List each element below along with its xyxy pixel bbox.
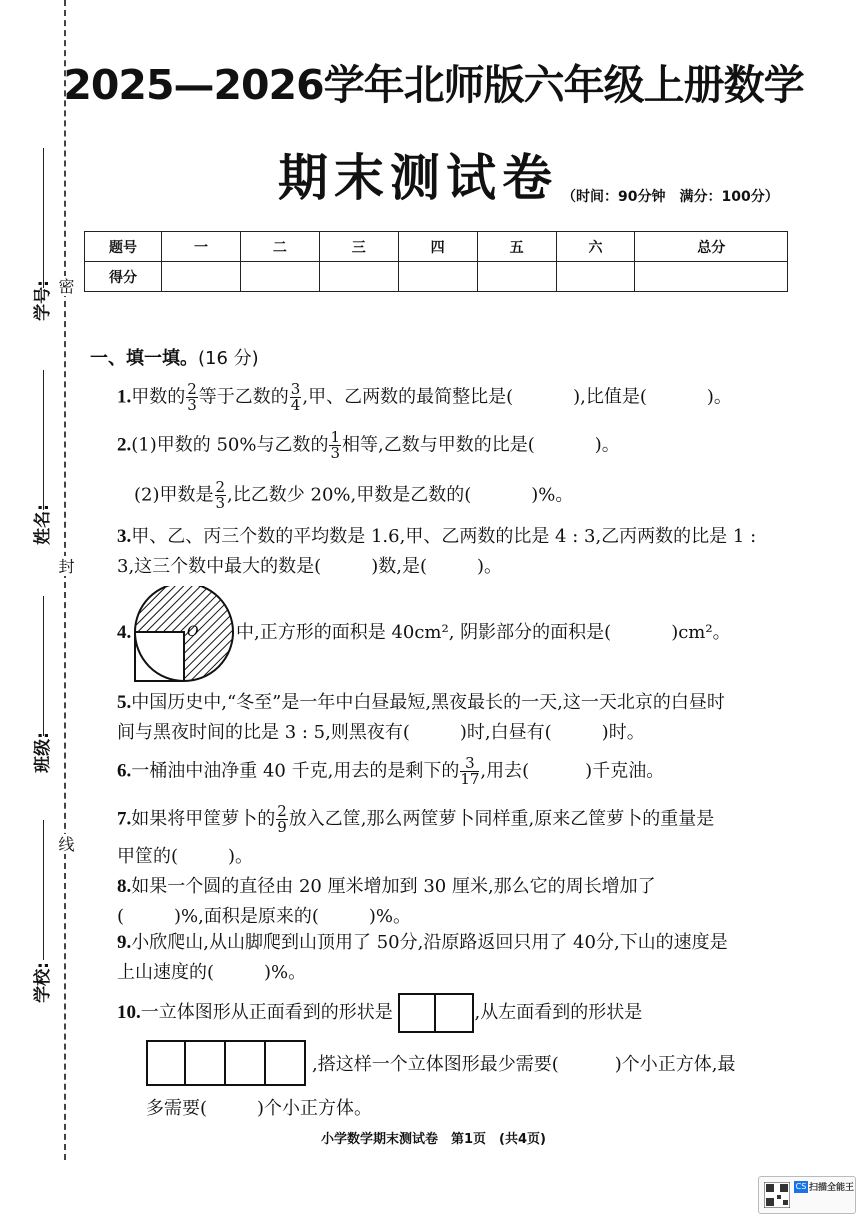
q-text: 多需要( — [146, 1098, 208, 1119]
student-id-line — [43, 148, 44, 288]
q-text: )%,面积是原来的( — [174, 906, 319, 927]
cube-square — [398, 993, 436, 1033]
q-text: (1)甲数的 50%与乙数的 — [131, 434, 329, 456]
class-line — [43, 596, 44, 736]
question-10 — [117, 993, 642, 1033]
scanner-name: 扫描全能王 — [809, 1183, 855, 1193]
score-cell: 一 — [162, 232, 241, 262]
question-7 — [117, 804, 714, 835]
score-cell: 题号 — [85, 232, 162, 262]
cube-square — [266, 1040, 306, 1086]
student-id-label: 学号: — [32, 280, 53, 321]
section-title — [90, 344, 259, 370]
time-info: （时间：90分钟 满分：100分） — [562, 189, 779, 205]
q-text: )。 — [594, 434, 620, 456]
numerator: 3 — [290, 380, 301, 398]
left-view-shape — [146, 1040, 306, 1086]
question-number: 7. — [117, 808, 132, 830]
q-text: )。 — [228, 846, 254, 867]
q-text: 3,这三个数中最大的数是( — [117, 556, 322, 577]
exam-subtitle: 期末测试卷 — [278, 149, 558, 207]
q-text: 一桶油中油净重 40 千克,用去的是剩下的 — [131, 760, 460, 782]
question-10-line3 — [146, 1094, 372, 1124]
question-5 — [117, 688, 725, 748]
denominator: 3 — [215, 494, 226, 512]
denominator: 4 — [290, 396, 301, 414]
q-text: ,比乙数少 20%,甲数是乙数的( — [227, 484, 472, 506]
denominator: 17 — [460, 770, 480, 788]
q-text: ),比值是( — [573, 386, 647, 408]
question-8 — [117, 872, 656, 932]
question-number: 6. — [117, 760, 132, 782]
q-text: )个小正方体。 — [257, 1098, 373, 1119]
q-text: 小欣爬山,从山脚爬到山顶用了 50分,沿原路返回只用了 40分,下山的速度是 — [131, 932, 728, 953]
q-text: 中国历史中,“冬至”是一年中白昼最短,黑夜最长的一天,这一天北京的白昼时 — [131, 692, 725, 713]
q-text: )个小正方体,最 — [614, 1054, 736, 1075]
score-input-cell[interactable] — [556, 262, 635, 292]
fraction — [186, 382, 198, 413]
question-3 — [117, 522, 756, 582]
question-2a — [117, 430, 620, 461]
q-text: )千克油。 — [585, 760, 665, 782]
seal-xian: 线 — [56, 836, 75, 852]
q-text: ,搭这样一个立体图形最少需要( — [312, 1054, 559, 1075]
cube-square — [436, 993, 474, 1033]
score-input-cell[interactable] — [162, 262, 241, 292]
q-text: 甲数的 — [131, 386, 186, 408]
q-text: ( — [117, 906, 125, 927]
score-cell: 四 — [398, 232, 477, 262]
question-2b — [134, 480, 573, 511]
question-10-line2 — [312, 1050, 736, 1080]
score-input-cell[interactable] — [635, 262, 788, 292]
qr-code-icon — [764, 1182, 790, 1208]
q-text: ,从左面看到的形状是 — [474, 1002, 643, 1023]
cube-square — [226, 1040, 266, 1086]
score-cell: 五 — [477, 232, 556, 262]
fraction — [290, 382, 302, 413]
q-text: 一立体图形从正面看到的形状是 — [140, 1002, 393, 1023]
left-view-squares — [146, 1040, 306, 1086]
denominator: 3 — [187, 396, 197, 414]
question-number: 2. — [117, 434, 132, 456]
numerator: 2 — [215, 478, 226, 496]
denominator: 9 — [277, 818, 287, 836]
q-text: )%。 — [264, 962, 307, 983]
question-9 — [117, 928, 728, 988]
school-line — [43, 820, 44, 960]
denominator: 3 — [330, 444, 341, 462]
page-footer: 小学数学期末测试卷 第1页 (共4页) — [321, 1132, 546, 1147]
question-number: 4. — [117, 622, 132, 643]
binding-dashed-line — [64, 0, 66, 1160]
q-text: 放入乙筐,那么两筐萝卜同样重,原来乙筐萝卜的重量是 — [288, 808, 715, 830]
q-text: )时。 — [601, 722, 645, 743]
front-view-shape — [398, 993, 474, 1033]
question-4 — [117, 618, 131, 648]
q-text: (2)甲数是 — [134, 484, 214, 506]
question-number: 3. — [117, 526, 132, 547]
seal-mi: 密 — [56, 278, 75, 294]
q-text: 如果将甲筐萝卜的 — [131, 808, 276, 830]
score-table-score-row — [85, 262, 788, 292]
question-6 — [117, 756, 664, 787]
q-text: ,用去( — [480, 760, 530, 782]
q-text: )时,白昼有( — [459, 722, 552, 743]
score-cell: 总分 — [635, 232, 788, 262]
exam-title: 2025—2026学年北师版六年级上册数学 — [63, 61, 804, 109]
circle-square-figure — [132, 586, 236, 684]
seal-feng: 封 — [56, 558, 75, 574]
score-table — [84, 231, 788, 292]
center-label: O — [187, 624, 199, 640]
q-text: )。 — [706, 386, 732, 408]
q-text: )cm²。 — [671, 622, 731, 643]
q-text: 甲、乙、丙三个数的平均数是 1.6,甲、乙两数的比是 4 : 3,乙丙两数的比是 1 : — [131, 526, 757, 547]
question-number: 5. — [117, 692, 132, 713]
q-text: )数,是( — [371, 556, 427, 577]
q-text: 等于乙数的 — [198, 386, 289, 408]
section-points: (16 分) — [198, 348, 259, 369]
numerator: 3 — [460, 756, 479, 772]
question-number: 9. — [117, 932, 132, 953]
fraction — [329, 430, 341, 461]
school-label: 学校: — [32, 962, 53, 1003]
question-number: 10. — [117, 1002, 141, 1023]
name-line — [43, 370, 44, 510]
question-number: 8. — [117, 876, 132, 897]
score-input-cell[interactable] — [477, 262, 556, 292]
question-1 — [117, 382, 732, 413]
section-title-text: 一、填一填。 — [90, 348, 198, 369]
cube-square — [186, 1040, 226, 1086]
question-number: 1. — [117, 386, 132, 408]
q-text: 中,正方形的面积是 40cm², 阴影部分的面积是( — [236, 622, 612, 643]
q-text: 相等,乙数与甲数的比是( — [342, 434, 535, 456]
q-text: 上山速度的( — [117, 962, 215, 983]
class-label: 班级: — [32, 732, 53, 773]
fraction — [215, 480, 227, 511]
score-cell: 六 — [556, 232, 635, 262]
fraction — [460, 756, 479, 787]
score-table-header-row — [85, 232, 788, 262]
q-text: )。 — [476, 556, 503, 577]
q-text: 间与黑夜时间的比是 3 : 5,则黑夜有( — [117, 722, 410, 743]
question-7-line2 — [117, 842, 253, 872]
question-4-text — [236, 618, 731, 648]
score-input-cell[interactable] — [240, 262, 319, 292]
score-input-cell[interactable] — [398, 262, 477, 292]
name-label: 姓名: — [32, 504, 53, 545]
score-row-label: 得分 — [85, 262, 162, 292]
q-text: 甲筐的( — [117, 846, 179, 867]
cs-logo-icon: CS — [795, 1182, 807, 1191]
cube-square — [146, 1040, 186, 1086]
scanner-watermark — [758, 1176, 856, 1214]
q-text: )%。 — [531, 484, 574, 506]
numerator: 1 — [330, 428, 341, 446]
fraction — [276, 804, 288, 835]
numerator: 2 — [277, 802, 287, 820]
numerator: 2 — [187, 380, 197, 398]
score-input-cell[interactable] — [319, 262, 398, 292]
q-text: 如果一个圆的直径由 20 厘米增加到 30 厘米,那么它的周长增加了 — [131, 876, 656, 897]
score-cell: 二 — [240, 232, 319, 262]
q-text: ,甲、乙两数的最简整比是( — [302, 386, 514, 408]
q-text: )%。 — [368, 906, 412, 927]
score-cell: 三 — [319, 232, 398, 262]
